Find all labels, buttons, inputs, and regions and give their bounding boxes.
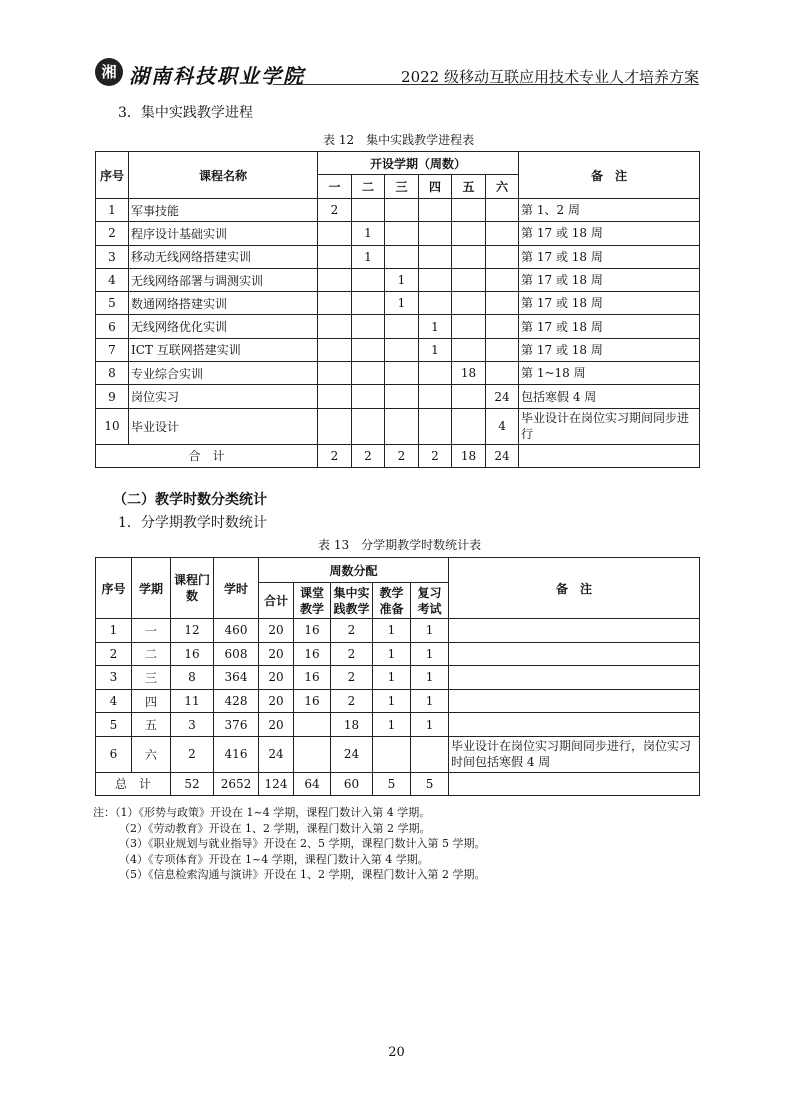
header-rule: [273, 84, 699, 85]
semester-weeks: [352, 362, 385, 385]
semester-weeks: [385, 199, 419, 222]
total-practice: 60: [331, 772, 373, 795]
row-no: 5: [96, 292, 129, 315]
semester-weeks: [318, 408, 352, 444]
row-remarks: 第 17 或 18 周: [519, 292, 700, 315]
semester-weeks: [318, 245, 352, 268]
course-name: ICT 互联网搭建实训: [129, 338, 318, 361]
cell-classroom: 16: [294, 666, 331, 690]
semester-weeks: [486, 245, 519, 268]
cell-courses: 12: [171, 619, 214, 643]
course-name: 移动无线网络搭建实训: [129, 245, 318, 268]
cell-practice: 2: [331, 642, 373, 666]
semester-weeks: [452, 408, 486, 444]
table-row: [96, 619, 700, 643]
semester-weeks: [486, 199, 519, 222]
total-review: 5: [411, 772, 449, 795]
cell-prep: 1: [373, 689, 411, 713]
cell-total: 20: [259, 713, 294, 737]
semester-weeks: [352, 292, 385, 315]
course-name: 无线网络部署与调测实训: [129, 268, 318, 291]
table-row: [96, 736, 700, 772]
row-remarks: 第 1~18 周: [519, 362, 700, 385]
row-remarks: [449, 713, 700, 737]
header-semester: 一: [318, 175, 352, 199]
table-row: [96, 689, 700, 713]
row-no: 7: [96, 338, 129, 361]
table-row: [96, 642, 700, 666]
note-item: （3）《职业规划与就业指导》开设在 2、5 学期，课程门数计入第 5 学期。: [119, 837, 486, 850]
semester-weeks: [352, 268, 385, 291]
section-title-term-hours: 1．分学期教学时数统计: [118, 515, 267, 531]
semester-weeks: [318, 315, 352, 338]
row-remarks: [449, 642, 700, 666]
course-name: 程序设计基础实训: [129, 222, 318, 245]
semester-weeks: [486, 292, 519, 315]
note-item: 注：（1）《形势与政策》开设在 1~4 学期，课程门数计入第 4 学期。: [93, 806, 431, 819]
table-row: [96, 362, 700, 385]
semester-weeks: [385, 362, 419, 385]
cell-term: 二: [132, 642, 171, 666]
table-row: [96, 408, 700, 444]
semester-weeks: 1: [352, 245, 385, 268]
note-item: （2）《劳动教育》开设在 1、2 学期，课程门数计入第 2 学期。: [119, 821, 431, 835]
course-name: 无线网络优化实训: [129, 315, 318, 338]
total-label: 合 计: [96, 444, 318, 467]
semester-weeks: [486, 222, 519, 245]
table-row: [96, 268, 700, 291]
cell-prep: [373, 736, 411, 772]
cell-term: 三: [132, 666, 171, 690]
header-weeks-group: 周数分配: [259, 558, 449, 583]
cell-total: 24: [259, 736, 294, 772]
semester-weeks: [419, 408, 452, 444]
cell-classroom: 16: [294, 642, 331, 666]
semester-weeks: 2: [318, 199, 352, 222]
total-semester-weeks: 2: [385, 444, 419, 467]
cell-hours: 376: [214, 713, 259, 737]
cell-practice: 24: [331, 736, 373, 772]
row-remarks: 包括寒假 4 周: [519, 385, 700, 408]
header-semester-group: 开设学期（周数）: [318, 152, 519, 175]
header-semester: 四: [419, 175, 452, 199]
semester-weeks: [318, 222, 352, 245]
cell-courses: 8: [171, 666, 214, 690]
cell-no: 3: [96, 666, 132, 690]
header-no: 序号: [96, 558, 132, 619]
course-name: 毕业设计: [129, 408, 318, 444]
row-no: 3: [96, 245, 129, 268]
semester-weeks: [385, 222, 419, 245]
cell-term: 四: [132, 689, 171, 713]
semester-weeks: 1: [419, 338, 452, 361]
header-semester: 五: [452, 175, 486, 199]
semester-weeks: [419, 222, 452, 245]
semester-weeks: [452, 268, 486, 291]
semester-weeks: [385, 385, 419, 408]
total-remarks: [449, 772, 700, 795]
total-classroom: 64: [294, 772, 331, 795]
row-no: 1: [96, 199, 129, 222]
section-title-hours: （二）教学时数分类统计: [113, 492, 267, 508]
row-no: 8: [96, 362, 129, 385]
semester-weeks: [486, 315, 519, 338]
total-hours: 2652: [214, 772, 259, 795]
semester-weeks: 4: [486, 408, 519, 444]
cell-term: 六: [132, 736, 171, 772]
header-term: 学期: [132, 558, 171, 619]
cell-hours: 428: [214, 689, 259, 713]
cell-hours: 460: [214, 619, 259, 643]
course-name: 数通网络搭建实训: [129, 292, 318, 315]
practice-schedule-table: [95, 151, 700, 468]
header-remarks: 备 注: [519, 152, 700, 199]
table-row: [96, 315, 700, 338]
total-row: [96, 772, 700, 795]
header-semester: 二: [352, 175, 385, 199]
cell-courses: 2: [171, 736, 214, 772]
row-remarks: 毕业设计在岗位实习期间同步进行，岗位实习时间包括寒假 4 周: [449, 736, 700, 772]
cell-review: 1: [411, 713, 449, 737]
semester-weeks: [385, 408, 419, 444]
semester-weeks: [452, 338, 486, 361]
semester-weeks: [318, 338, 352, 361]
header-semester: 六: [486, 175, 519, 199]
cell-review: 1: [411, 619, 449, 643]
cell-hours: 608: [214, 642, 259, 666]
cell-review: 1: [411, 666, 449, 690]
total-remarks: [519, 444, 700, 467]
semester-weeks: [318, 362, 352, 385]
semester-weeks: [419, 199, 452, 222]
semester-weeks: [419, 245, 452, 268]
semester-weeks: [318, 385, 352, 408]
semester-weeks: [352, 199, 385, 222]
table-row: [96, 666, 700, 690]
header-review: 复习考试: [411, 583, 449, 619]
cell-prep: 1: [373, 713, 411, 737]
semester-weeks: [452, 385, 486, 408]
header-practice: 集中实践教学: [331, 583, 373, 619]
cell-hours: 364: [214, 666, 259, 690]
cell-term: 一: [132, 619, 171, 643]
row-remarks: 第 17 或 18 周: [519, 222, 700, 245]
semester-weeks: [318, 292, 352, 315]
cell-courses: 16: [171, 642, 214, 666]
semester-weeks: [452, 315, 486, 338]
cell-no: 6: [96, 736, 132, 772]
semester-weeks: [452, 199, 486, 222]
table-row: [96, 713, 700, 737]
semester-weeks: 1: [385, 292, 419, 315]
cell-practice: 18: [331, 713, 373, 737]
cell-total: 20: [259, 619, 294, 643]
cell-no: 5: [96, 713, 132, 737]
semester-weeks: [352, 385, 385, 408]
cell-total: 20: [259, 666, 294, 690]
header-hours: 学时: [214, 558, 259, 619]
semester-weeks: 18: [452, 362, 486, 385]
row-remarks: [449, 666, 700, 690]
document-title: 2022 级移动互联应用技术专业人才培养方案: [401, 68, 699, 86]
table-row: [96, 199, 700, 222]
table-row: [96, 385, 700, 408]
row-no: 2: [96, 222, 129, 245]
row-remarks: [449, 619, 700, 643]
row-remarks: 第 17 或 18 周: [519, 245, 700, 268]
total-total: 124: [259, 772, 294, 795]
semester-weeks: [352, 338, 385, 361]
cell-classroom: 16: [294, 619, 331, 643]
semester-weeks: [385, 245, 419, 268]
row-remarks: [449, 689, 700, 713]
cell-prep: 1: [373, 619, 411, 643]
semester-weeks: [385, 315, 419, 338]
cell-total: 20: [259, 689, 294, 713]
row-remarks: 第 17 或 18 周: [519, 315, 700, 338]
total-prep: 5: [373, 772, 411, 795]
cell-review: [411, 736, 449, 772]
cell-classroom: [294, 713, 331, 737]
semester-weeks: [385, 338, 419, 361]
semester-weeks: [352, 315, 385, 338]
cell-prep: 1: [373, 666, 411, 690]
cell-practice: 2: [331, 666, 373, 690]
header-remarks: 备 注: [449, 558, 700, 619]
cell-classroom: [294, 736, 331, 772]
row-no: 9: [96, 385, 129, 408]
header-classroom: 课堂教学: [294, 583, 331, 619]
cell-practice: 2: [331, 689, 373, 713]
semester-weeks: [318, 268, 352, 291]
table-row: [96, 338, 700, 361]
cell-review: 1: [411, 642, 449, 666]
cell-total: 20: [259, 642, 294, 666]
semester-weeks: [419, 362, 452, 385]
section-title-practice: 3．集中实践教学进程: [118, 105, 253, 121]
semester-weeks: [419, 292, 452, 315]
row-no: 10: [96, 408, 129, 444]
semester-weeks: [452, 292, 486, 315]
row-remarks: 第 17 或 18 周: [519, 268, 700, 291]
school-logo-icon: 湘: [95, 58, 123, 86]
table-row: [96, 222, 700, 245]
semester-weeks: 1: [385, 268, 419, 291]
semester-weeks: [352, 408, 385, 444]
page-header: [95, 58, 699, 86]
table12-caption: 表 12 集中实践教学进程表: [323, 133, 475, 147]
header-course-count: 课程门数: [171, 558, 214, 619]
header-course-name: 课程名称: [129, 152, 318, 199]
header-no: 序号: [96, 152, 129, 199]
cell-courses: 11: [171, 689, 214, 713]
total-semester-weeks: 18: [452, 444, 486, 467]
total-semester-weeks: 2: [318, 444, 352, 467]
semester-weeks: 1: [419, 315, 452, 338]
row-remarks: 毕业设计在岗位实习期间同步进行: [519, 408, 700, 444]
table13-caption: 表 13 分学期教学时数统计表: [318, 538, 482, 552]
table-row: [96, 292, 700, 315]
semester-weeks: 24: [486, 385, 519, 408]
semester-weeks: [486, 362, 519, 385]
cell-no: 1: [96, 619, 132, 643]
cell-review: 1: [411, 689, 449, 713]
total-semester-weeks: 2: [352, 444, 385, 467]
header-semester: 三: [385, 175, 419, 199]
semester-weeks: [419, 268, 452, 291]
cell-practice: 2: [331, 619, 373, 643]
total-label: 总 计: [96, 772, 171, 795]
total-courses: 52: [171, 772, 214, 795]
school-name: 湖南科技职业学院: [129, 64, 305, 88]
cell-hours: 416: [214, 736, 259, 772]
note-item: （5）《信息检索沟通与演讲》开设在 1、2 学期，课程门数计入第 2 学期。: [119, 868, 486, 881]
row-remarks: 第 17 或 18 周: [519, 338, 700, 361]
cell-courses: 3: [171, 713, 214, 737]
notes: [93, 805, 485, 883]
cell-classroom: 16: [294, 689, 331, 713]
cell-no: 4: [96, 689, 132, 713]
semester-weeks: [486, 268, 519, 291]
cell-term: 五: [132, 713, 171, 737]
cell-prep: 1: [373, 642, 411, 666]
row-no: 4: [96, 268, 129, 291]
course-name: 岗位实习: [129, 385, 318, 408]
header-total-weeks: 合计: [259, 583, 294, 619]
row-remarks: 第 1、2 周: [519, 199, 700, 222]
semester-weeks: 1: [352, 222, 385, 245]
semester-weeks: [452, 245, 486, 268]
header-prep: 教学准备: [373, 583, 411, 619]
semester-weeks: [486, 338, 519, 361]
semester-weeks: [452, 222, 486, 245]
table-row: [96, 245, 700, 268]
term-hours-table: [95, 557, 700, 796]
row-no: 6: [96, 315, 129, 338]
total-row: [96, 444, 700, 467]
page-number: 20: [388, 1045, 405, 1060]
note-item: （4）《专项体育》开设在 1~4 学期，课程门数计入第 4 学期。: [119, 852, 429, 866]
semester-weeks: [419, 385, 452, 408]
course-name: 军事技能: [129, 199, 318, 222]
course-name: 专业综合实训: [129, 362, 318, 385]
cell-no: 2: [96, 642, 132, 666]
total-semester-weeks: 24: [486, 444, 519, 467]
total-semester-weeks: 2: [419, 444, 452, 467]
